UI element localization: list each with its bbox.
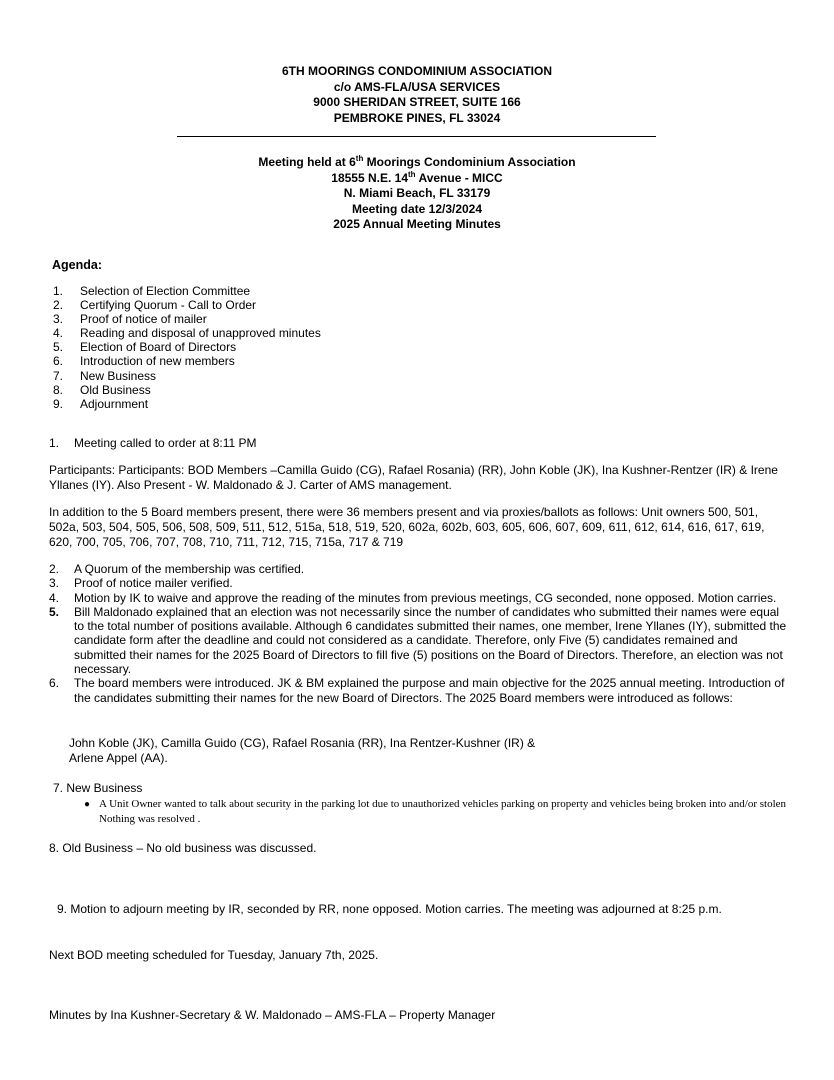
old-business-line: 8. Old Business – No old business was discussed. bbox=[49, 841, 317, 855]
agenda-item: 6. Introduction of new members bbox=[53, 354, 235, 369]
agenda-item: 4. Reading and disposal of unapproved minutes bbox=[53, 326, 321, 341]
minutes-item: 3. Proof of notice mailer verified. bbox=[49, 576, 233, 591]
meeting-address: 18555 N.E. 14th Avenue - MICC bbox=[331, 169, 503, 185]
header-line-2: c/o AMS-FLA/USA SERVICES bbox=[333, 79, 501, 94]
new-business-heading: 7. New Business bbox=[53, 781, 143, 795]
agenda-item: 7. New Business bbox=[53, 368, 157, 383]
board-members-line-1: John Koble (JK), Camilla Guido (CG), Rafael Rosania (RR), Ina Rentzer-Kushner (IR) & bbox=[69, 736, 536, 750]
agenda-item: 5. Election of Board of Directors bbox=[53, 340, 237, 355]
agenda-label: Agenda: bbox=[52, 258, 102, 272]
bullet-icon: ● bbox=[84, 799, 91, 810]
meeting-info bbox=[0, 155, 834, 233]
header-line-4: PEMBROKE PINES, FL 33024 bbox=[333, 110, 501, 125]
meeting-city: N. Miami Beach, FL 33179 bbox=[343, 186, 491, 200]
agenda-item: 9. Adjournment bbox=[53, 396, 149, 411]
agenda-item: 8. Old Business bbox=[53, 382, 151, 397]
new-business-bullet bbox=[84, 797, 794, 827]
agenda-item: 3. Proof of notice of mailer bbox=[53, 312, 207, 327]
header-line-1: 6TH MOORINGS CONDOMINIUM ASSOCIATION bbox=[282, 64, 552, 78]
board-members-line-2: Arlene Appel (AA). bbox=[69, 751, 168, 765]
minutes-item-1: 1. Meeting called to order at 8:11 PM bbox=[49, 436, 257, 450]
minutes-item: 6. The board members were introduced. JK & BM explained the purpose and main objective for the 2025 annual meeting. Introduction of the candidates submitting their names for the new Board of Directors. The 2025 Board members were introduced as follows: bbox=[49, 676, 785, 705]
minutes-list bbox=[49, 562, 789, 705]
minutes-signature: Minutes by Ina Kushner-Secretary & W. Maldonado – AMS-FLA – Property Manager bbox=[49, 1008, 496, 1022]
adjournment-line: 9. Motion to adjourn meeting by IR, seconded by RR, none opposed. Motion carries. The meeting was adjourned at 8:25 p.m. bbox=[57, 902, 722, 916]
minutes-item: 4. Motion by IK to waive and approve the reading of the minutes from previous meetings, CG seconded, none opposed. Motion carries. bbox=[49, 590, 777, 605]
minutes-item: 2. A Quorum of the membership was certified. bbox=[49, 562, 305, 576]
association-header bbox=[0, 64, 834, 126]
agenda-list bbox=[53, 284, 321, 411]
attendance-paragraph: In addition to the 5 Board members present, there were 36 members present and via proxies/ballots as follows: Unit owners 500, 501, 502a, 503, 504, 505, 506, 508, 509, 511, 512, 515a, 518, 519, 520, 602a, 602b, 603, 605, 606, 607, 609, 611, 612, 614, 616, 617, 619, 620, 700, 705, 706, 707, 708, 710, 711, 712, 715, 715a, 717 & 719 bbox=[49, 505, 765, 549]
agenda-item: 1. Selection of Election Committee bbox=[53, 284, 251, 298]
meeting-date: Meeting date 12/3/2024 bbox=[351, 201, 483, 216]
meeting-location: Meeting held at 6th Moorings Condominium Association bbox=[258, 154, 576, 169]
meeting-title: 2025 Annual Meeting Minutes bbox=[333, 217, 501, 231]
next-meeting-line: Next BOD meeting scheduled for Tuesday, January 7th, 2025. bbox=[49, 948, 379, 962]
header-divider bbox=[177, 136, 656, 137]
agenda-item: 2. Certifying Quorum - Call to Order bbox=[53, 298, 257, 313]
participants-paragraph: Participants: Participants: BOD Members –Camilla Guido (CG), Rafael Rosania) (RR), John Koble (JK), Ina Kushner-Rentzer (IR) & Irene Yllanes (IY). Also Present - W. Maldonado & J. Carter of AMS management. bbox=[49, 463, 778, 492]
header-line-3: 9000 SHERIDAN STREET, SUITE 166 bbox=[313, 95, 521, 109]
minutes-item: 5. Bill Maldonado explained that an election was not necessarily since the number of candidates who submitted their names were equal to the total number of positions available. Although 6 candidates submitted their names, one member, Irene Yllanes (IY), submitted the candidate form after the deadline and could not considered as a candidate. Therefore, only Five (5) candidates remained and submitted their names for the 2025 Board of Directors to fill five (5) positions on the Board of Directors. Therefore, an election was not necessary. bbox=[49, 604, 787, 677]
new-business-text: A Unit Owner wanted to talk about security in the parking lot due to unauthorized vehicles parking on property and vehicles being broken into and/or stolen Nothing was resolved . bbox=[99, 798, 787, 825]
